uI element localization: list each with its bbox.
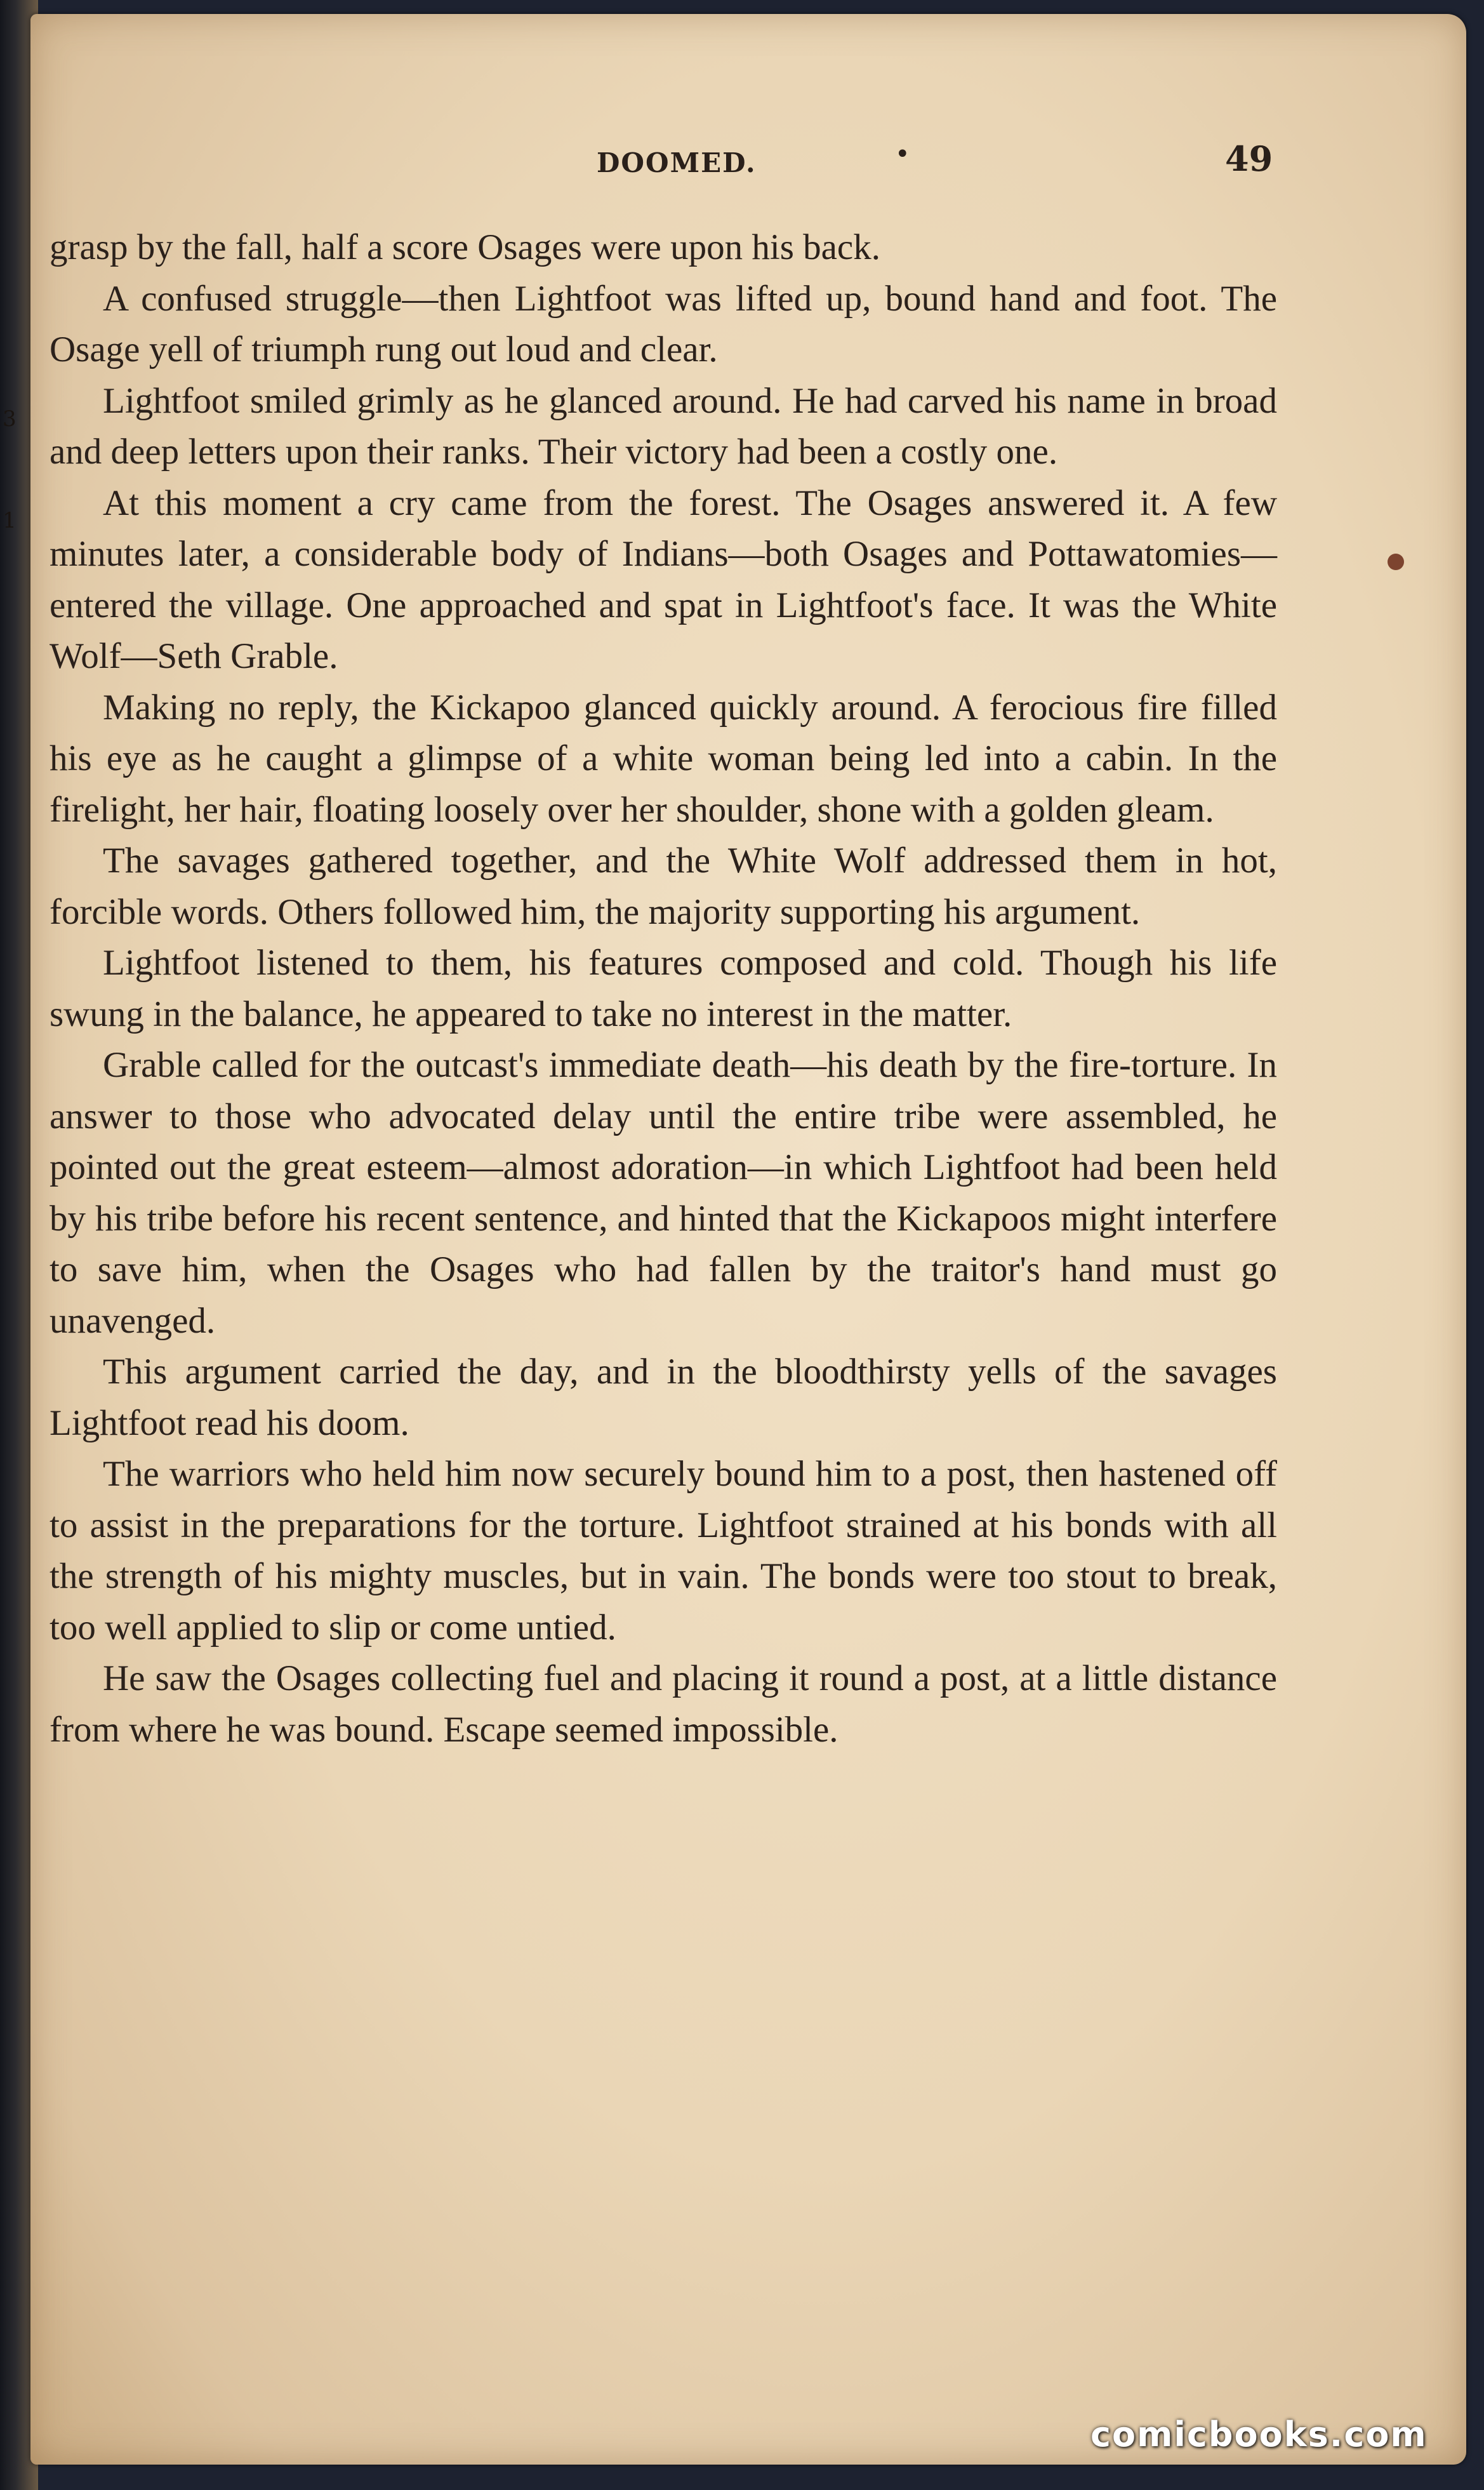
paragraph: Lightfoot smiled grimly as he glanced around. He had carved his name in broad and deep letters upon their ranks. Their victory had been a costly one.	[50, 380, 1277, 472]
paragraph: He saw the Osages collecting fuel and placing it round a post, at a little distance from where he was bound. Escape seemed impossible.	[50, 1658, 1277, 1750]
watermark-logo: comicbooks.com	[1090, 2414, 1428, 2454]
chapter-title: DOOMED.	[597, 147, 757, 178]
spine-fragment: 3	[3, 406, 17, 432]
paragraph: The warriors who held him now securely bound him to a post, then hastened off to assist in the preparations for the torture. Lightfoot strained at his bonds with all the strength of his mighty muscles, but in vain. The bonds were too stout to break, too well applied to slip or come untied.	[50, 1454, 1277, 1648]
paragraph: This argument carried the day, and in the bloodthirsty yells of the savages Lightfoot read his doom.	[50, 1352, 1277, 1443]
paragraph: grasp by the fall, half a score Osages were upon his back.	[50, 227, 880, 267]
running-head	[30, 136, 1466, 193]
paragraph: Grable called for the outcast's immediate death—his death by the fire-torture. In answer to those who advocated delay until the entire tribe were assembled, he pointed out the great esteem—almost adoration—in which Lightfoot had been held by his tribe before his recent sentence, and hinted that the Kickapoos might interfere to save him, when the Osages who had fallen by the traitor's hand must go unavenged.	[50, 1045, 1277, 1341]
page-number: 49	[1225, 138, 1273, 179]
spine-fragment: 1	[3, 508, 17, 533]
paragraph: At this moment a cry came from the forest. The Osages answered it. A few minutes later, a considerable body of Indians—both Osages and Pottawatomies—entered the village. One approached and spat in Lightfoot's face. It was the White Wolf—Seth Grable.	[50, 483, 1277, 676]
paragraph: Making no reply, the Kickapoo glanced quickly around. A ferocious fire filled his eye as he caught a glimpse of a white woman being led into a cabin. In the firelight, her hair, floating loosely over her shoulder, shone with a golden gleam.	[50, 687, 1277, 830]
ink-spot-icon	[1388, 554, 1404, 570]
ornament-icon: •	[895, 140, 910, 169]
paragraph: A confused struggle—then Lightfoot was lifted up, bound hand and foot. The Osage yell of triumph rung out loud and clear.	[50, 278, 1277, 370]
paragraph: Lightfoot listened to them, his features composed and cold. Though his life swung in the balance, he appeared to take no interest in the matter.	[50, 943, 1277, 1034]
body-text	[50, 222, 1277, 1755]
paragraph: The savages gathered together, and the White Wolf addressed them in hot, forcible words. Others followed him, the majority supporting his argument.	[50, 841, 1277, 932]
